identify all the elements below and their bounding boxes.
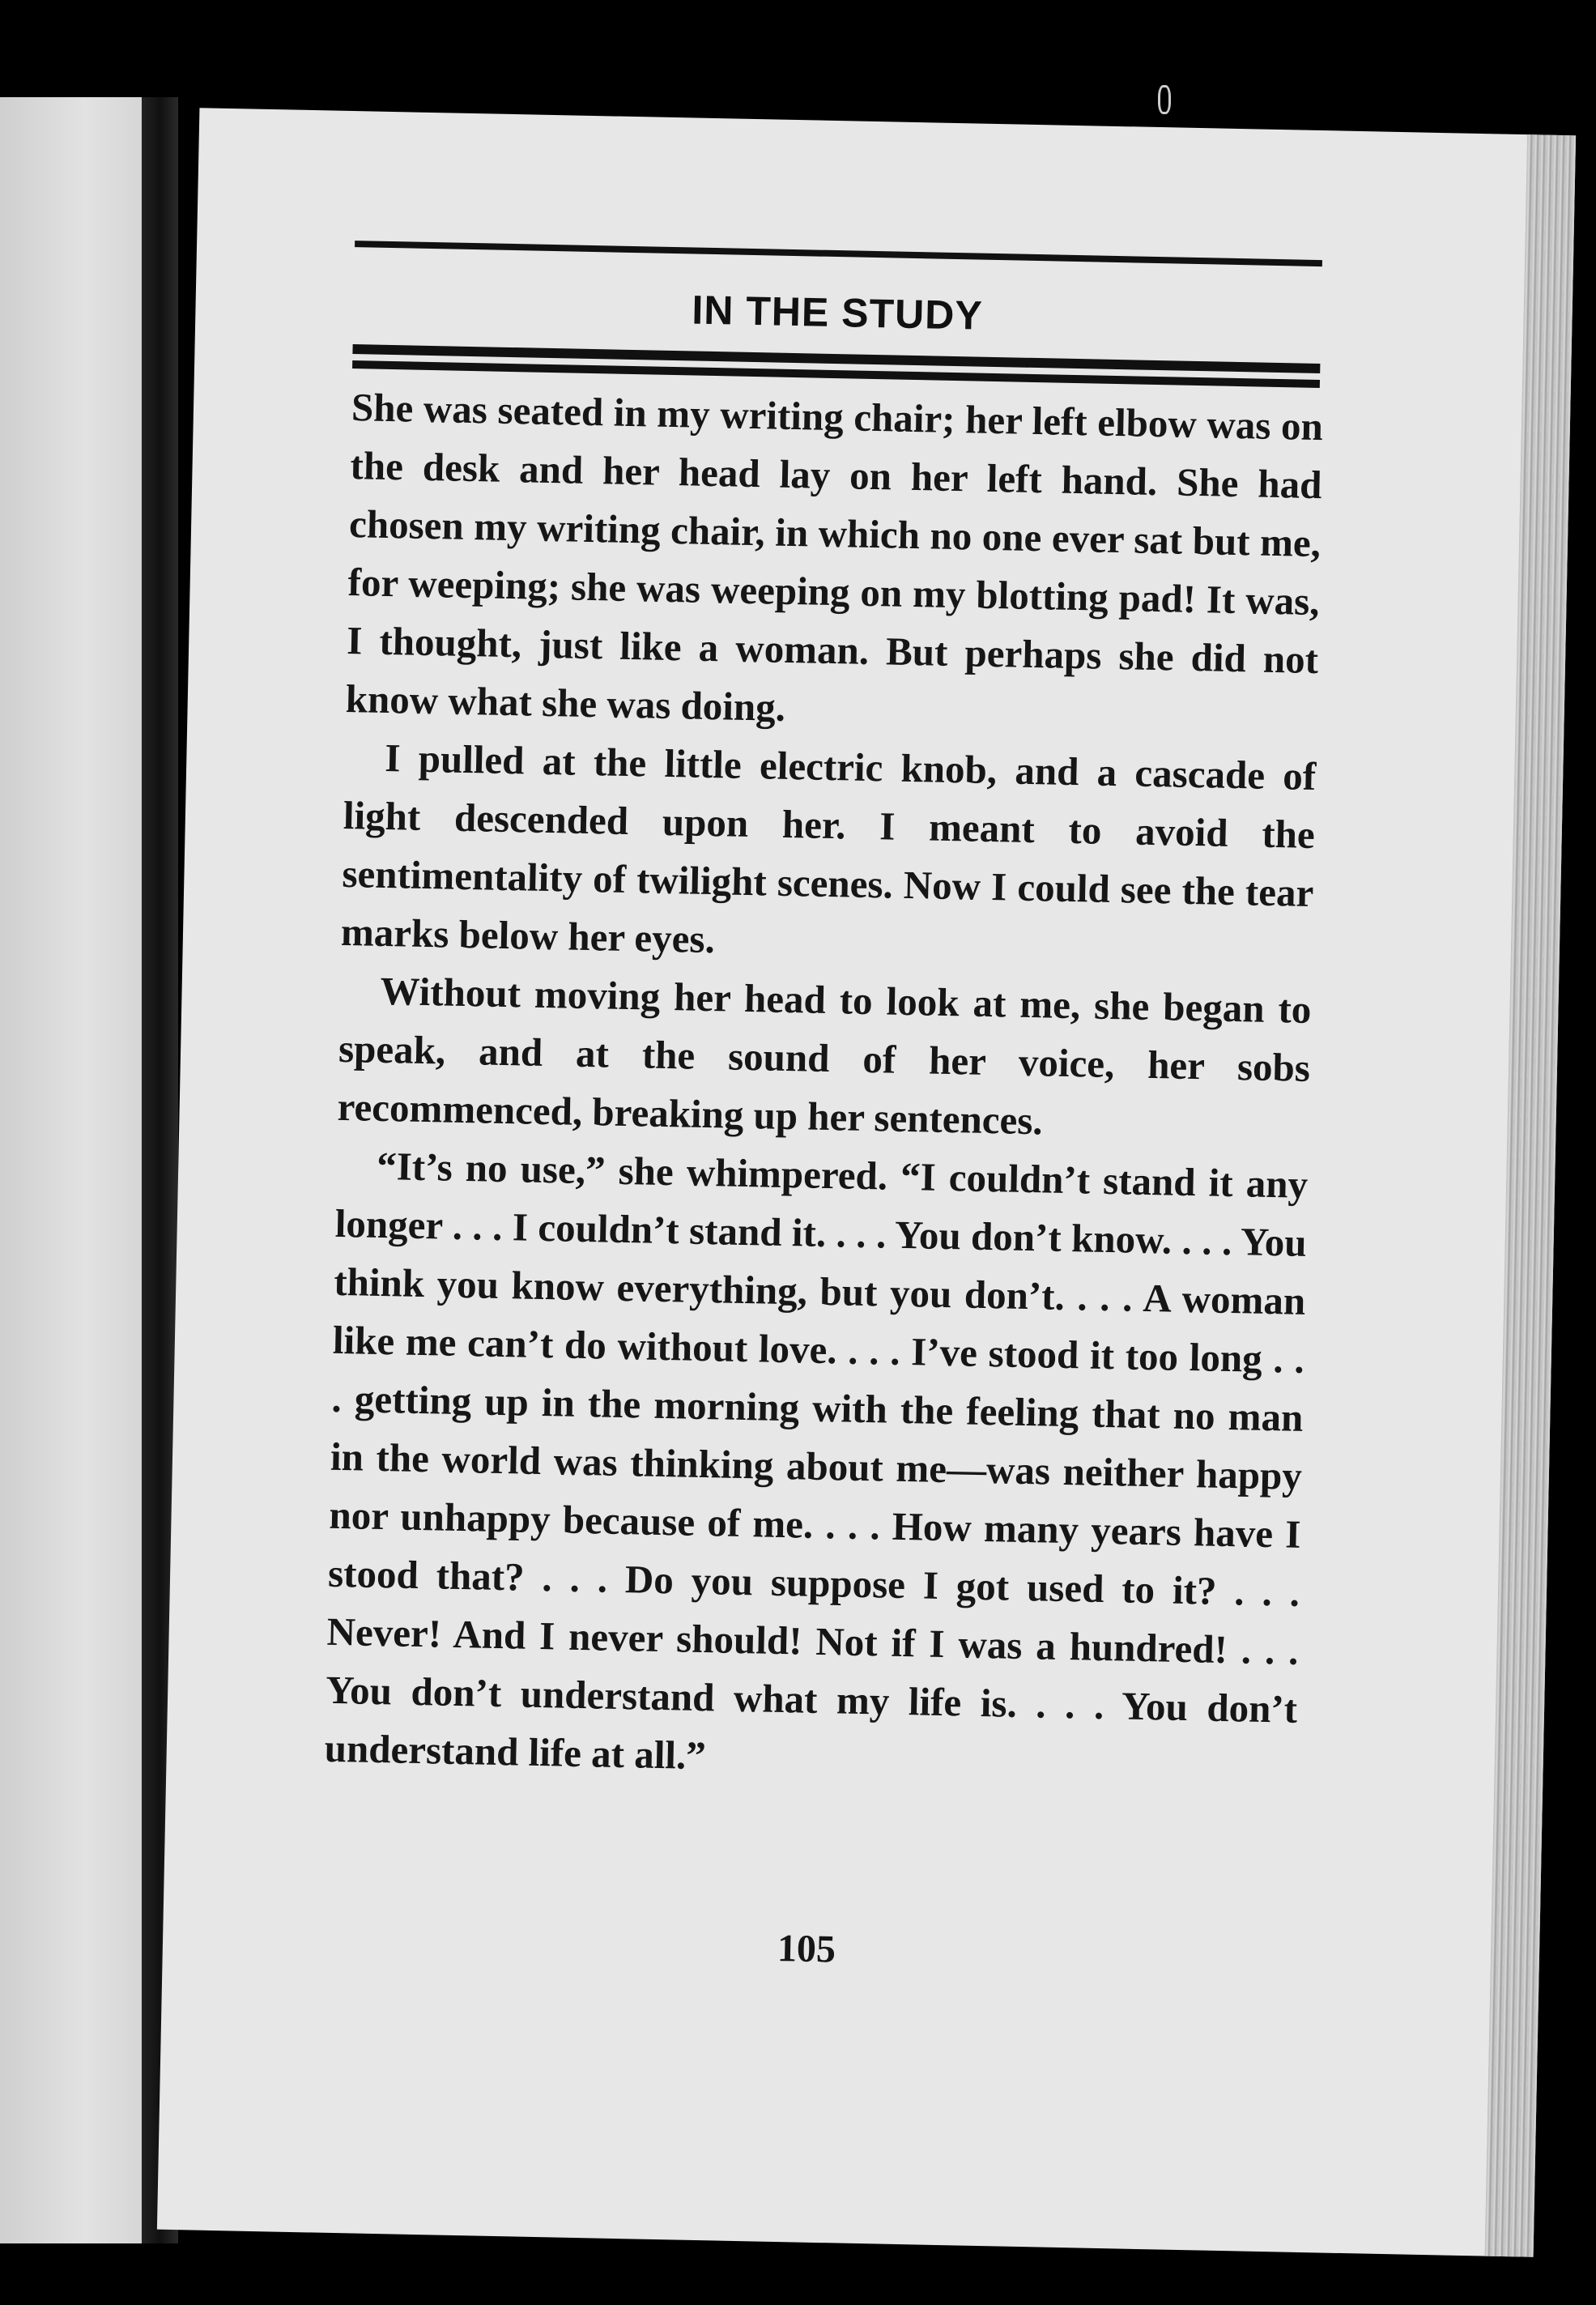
header-top-rule (355, 241, 1322, 266)
paragraph: I pulled at the little electric knob, and a cascade of light descended upon her. I meant to avoid the sentimentality of twilight scenes. Now I could see the tear marks below her eyes. (340, 735, 1317, 962)
page-edge (1485, 134, 1577, 2257)
scan-mark (1158, 85, 1171, 114)
page-body (324, 378, 1323, 1797)
paragraph: She was seated in my writing chair; her left elbow was on the desk and her head lay on her left hand. She had chosen my writing chair, in which no one ever sat but me, for weeping; she was weeping on my blotting pad! It was, I thought, just like a woman. But perhaps she did not know what she was doing. (345, 385, 1324, 730)
paragraph: “It’s no use,” she whimpered. “I couldn’t stand it any longer . . . I couldn’t stand it. . . . You don’t know. . . . You think you know everything, but you don’t. . . . A woman like me can’t do without love. . . . I’ve stood it too long . . . getting up in the morning with the feeling that no man in the world was thinking about me—was neither happy nor unhappy because of me. . . . How many years have I stood that? . . . Do you suppose I got used to it? . . . Never! And I never should! Not if I was a hundred! . . . You don’t understand what my life is. . . . You don’t understand life at all.” (324, 1143, 1309, 1779)
facing-page (0, 97, 142, 2243)
page-number: 105 (777, 1926, 836, 1971)
book-page (157, 108, 1576, 2257)
running-head: IN THE STUDY (691, 287, 984, 339)
page-header (352, 241, 1322, 388)
paragraph: Without moving her head to look at me, she began to speak, and at the sound of her voice, her sobs recommenced, breaking up her sentences. (337, 968, 1312, 1144)
